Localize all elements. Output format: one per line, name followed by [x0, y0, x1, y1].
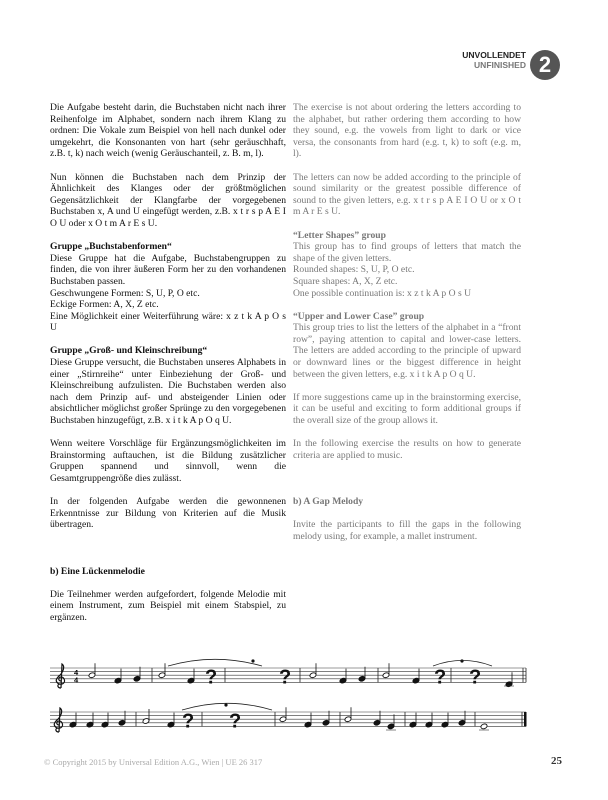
group-heading: Gruppe „Buchstabenformen“ [50, 241, 172, 253]
whole-note [480, 723, 488, 730]
gap-question-mark: ? [279, 666, 292, 689]
treble-clef-icon [56, 664, 64, 688]
paragraph: The exercise is not about ordering the letters according to the alphabet, but rather ordering them according to how they sound, e.g. the vowels from light to dark or vice versa, the consonants from hard (e.g. t, k) to soft (e.g. m, l). [293, 102, 521, 160]
paragraph: Invite the participants to fill the gaps in the following melody using, for example, a mallet instrument. [293, 519, 521, 542]
group-letter-shapes [293, 230, 521, 300]
dot-marker [251, 659, 254, 662]
group-heading: “Upper and Lower Case” group [293, 310, 425, 322]
paragraph: Die Teilnehmer werden aufgefordert, folgende Melodie mit einem Instrument, zum Beispiel mit einem Stabspiel, zu ergänzen. [50, 588, 286, 623]
list-line: One possible continuation is: x z t k A p O s U [293, 287, 472, 299]
time-signature-bottom: 4 [74, 675, 79, 685]
paragraph: Nun können die Buchstaben nach dem Prinzip der Ähnlichkeit des Klanges oder der größtmöglichen Gegensätzlichkeit der Klangfarbe der vorgegebenen Buchstaben x, A und U eingefügt werden, z.B. x t r s p A E I O U oder x O t m A r E s U. [50, 171, 286, 229]
gap-question-mark: ? [205, 666, 218, 689]
page-number: 25 [551, 755, 562, 767]
gap-question-mark: ? [229, 710, 242, 733]
gap-melody-score [0, 646, 608, 746]
chapter-title-de: UNVOLLENDET [462, 50, 526, 60]
list-line: Rounded shapes: S, U, P, O etc. [293, 264, 415, 276]
group-case [50, 345, 286, 426]
chapter-number-badge: 2 [530, 50, 560, 80]
group-heading: Gruppe „Groß- und Kleinschreibung“ [50, 345, 208, 357]
german-column [50, 102, 286, 635]
copyright: © Copyright 2015 by Universal Edition A.G., Wien | UE 26 317 [44, 757, 263, 767]
group-case [293, 311, 521, 381]
paragraph: Die Aufgabe besteht darin, die Buchstaben nicht nach ihrer Reihenfolge im Alphabet, sondern nach ihrem Klang zu ordnen: Die Vokale zum Beispiel von hell nach dunkel oder umgekehrt, die Konsonanten von hart (sehr geräuschhaft, z.B. t, k) nach weich (wenig Geräuschanteil, z. B. m, l). [50, 102, 286, 160]
time-signature-top: 4 [74, 667, 79, 677]
english-column [293, 102, 521, 554]
paragraph: If more suggestions came up in the brainstorming exercise, it can be useful and exciting to form additional groups if the overall size of the group allows it. [293, 391, 521, 427]
gap-question-mark: ? [469, 666, 482, 689]
list-line: Eine Möglichkeit einer Weiterführung wäre: x z t k A p O s U [50, 310, 286, 334]
group-text: Diese Gruppe versucht, die Buchstaben unseres Alphabets in einer „Stirnreihe“ unter Einbeziehung der Groß- und Kleinschreibung aufzulisten. Die Buchstaben werden also nach dem Prinzip auf- und absteigender Linien oder absichtlicher möglichst großer Sprünge zu den vorgegebenen Buchstaben hinzugefügt, z.B. x i t k A p O q U. [50, 357, 286, 427]
paragraph: In der folgenden Aufgabe werden die gewonnenen Erkenntnisse zur Bildung von Kriterien auf die Musik übertragen. [50, 496, 286, 531]
section-heading: b) Eine Lückenmelodie [50, 565, 145, 577]
group-text: This group tries to list the letters of the alphabet in a “front row”, paying attention to capital and lower-case letters. The letters are added according to the principle of upward or downward lines or the biggest difference in height between the given letters, e.g. x i t k A p O q U. [293, 322, 521, 380]
chapter-title-en: UNFINISHED [474, 60, 526, 70]
dot-marker [460, 659, 463, 662]
list-line: Eckige Formen: A, X, Z etc. [50, 299, 159, 311]
treble-clef-icon [54, 708, 62, 732]
list-line: Geschwungene Formen: S, U, P, O etc. [50, 287, 200, 299]
list-line: Square shapes: A, X, Z etc. [293, 275, 398, 287]
dot-marker [224, 703, 227, 706]
paragraph: The letters can now be added according to the principle of sound similarity or the greatest possible difference of sound to the given letters, e.g. x t r s p A E I O U or x O t m A r E s U. [293, 171, 521, 218]
group-heading: “Letter Shapes” group [293, 229, 386, 241]
group-text: Diese Gruppe hat die Aufgabe, Buchstabengruppen zu finden, die von ihrer äußeren Form her zu den vorhandenen Buchstaben passen. [50, 252, 286, 287]
slur [168, 659, 262, 666]
group-letter-shapes [50, 241, 286, 334]
paragraph: Wenn weitere Vorschläge für Ergänzungsmöglichkeiten im Brainstorming auftauchen, ist die Bildung zusätzlicher Gruppen spannend und sinnvoll, wenn die Gesamtgruppengröße dies zulässt. [50, 438, 286, 484]
chapter-header [462, 50, 526, 70]
section-heading: b) A Gap Melody [293, 496, 364, 507]
group-text: This group has to find groups of letters that match the shape of the given letters. [293, 241, 521, 264]
gap-question-mark: ? [182, 710, 195, 733]
final-bar-line [524, 712, 527, 726]
gap-question-mark: ? [434, 666, 447, 689]
paragraph: In the following exercise the results on how to generate criteria are applied to music. [293, 438, 521, 461]
